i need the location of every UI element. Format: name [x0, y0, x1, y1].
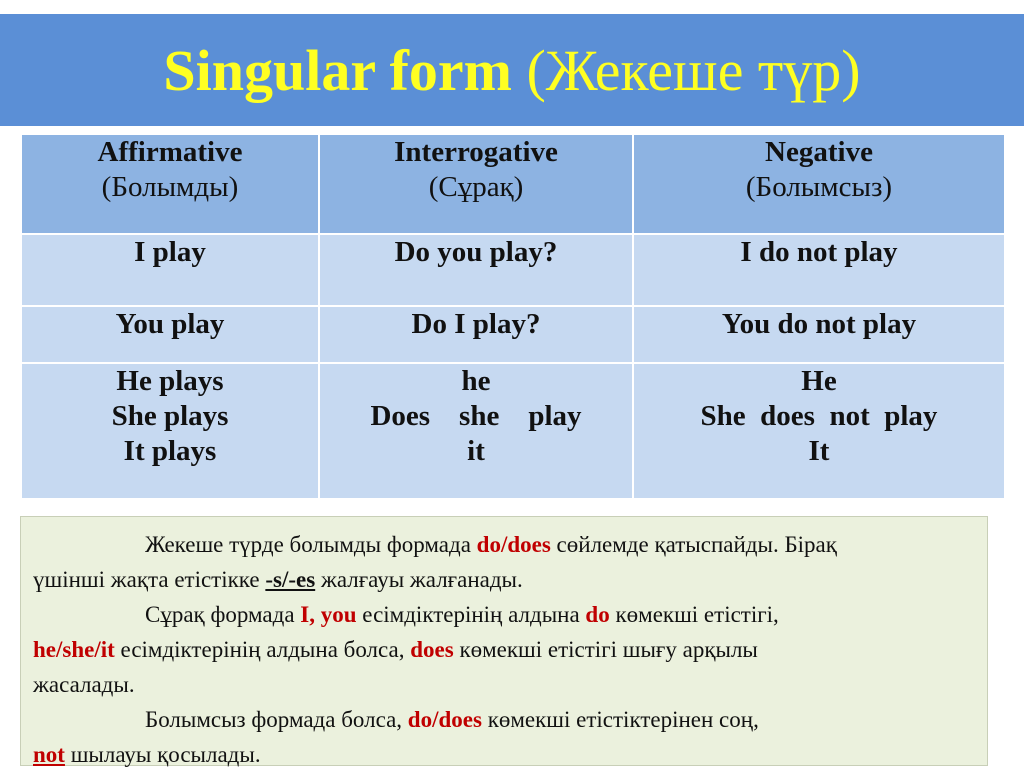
note-highlight: do [585, 602, 610, 627]
header-affirmative [21, 134, 319, 234]
note-text: Жекеше түрде болымды формада [145, 532, 477, 557]
note-highlight: do/does [476, 532, 551, 557]
header-interrogative-en: Interrogative [394, 136, 558, 168]
note-highlight: he/she/it [33, 637, 115, 662]
table-cell: I play [21, 234, 319, 306]
title-english: Singular form [163, 37, 512, 103]
note-line [33, 702, 975, 737]
note-text: көмекші етістігі, [609, 602, 779, 627]
note-highlight: I, you [300, 602, 357, 627]
note-line [33, 527, 975, 562]
note-highlight: do/does [407, 707, 482, 732]
table-cell: Do I play? [319, 306, 633, 363]
note-text: Сұрақ формада [145, 602, 301, 627]
cell-line: She does not play [700, 399, 938, 432]
note-text: үшінші жақта етістікке [33, 567, 266, 592]
table-cell-third-person-interrogative [319, 363, 633, 499]
header-affirmative-kk: (Болымды) [101, 170, 239, 203]
header-row [21, 134, 1005, 234]
note-text: есімдіктерінің алдына болса, [114, 637, 411, 662]
title-kazakh: (Жекеше түр) [526, 37, 861, 103]
note-text: шылауы қосылады. [64, 742, 261, 767]
cell-line: It [808, 434, 830, 467]
header-interrogative-kk: (Сұрақ) [428, 170, 524, 203]
cell-line: it [467, 434, 485, 467]
header-negative [633, 134, 1005, 234]
note-line [33, 597, 975, 632]
note-line [33, 737, 975, 772]
note-text: жалғауы жалғанады. [315, 567, 523, 592]
table-cell: You play [21, 306, 319, 363]
cell-line: he [461, 365, 491, 397]
note-text: көмекші етістіктерінен соң, [481, 707, 759, 732]
table-cell: You do not play [633, 306, 1005, 363]
table-cell: Do you play? [319, 234, 633, 306]
note-text: Болымсыз формада болса, [145, 707, 408, 732]
note-text: сөйлемде қатыспайды. Бірақ [550, 532, 837, 557]
cell-line: He plays [116, 365, 224, 397]
header-interrogative [319, 134, 633, 234]
table-row [21, 306, 1005, 363]
cell-line: It plays [123, 434, 217, 467]
header-negative-en: Negative [765, 136, 873, 168]
table-cell-third-person-negative [633, 363, 1005, 499]
cell-line: She plays [111, 399, 229, 432]
note-line [33, 562, 975, 597]
cell-line: Does she play [370, 399, 582, 432]
table-row [21, 363, 1005, 499]
note-text: есімдіктерінің алдына [356, 602, 586, 627]
note-highlight-underlined: not [33, 742, 65, 767]
header-affirmative-en: Affirmative [97, 136, 243, 168]
note-text: көмекші етістігі шығу арқылы [453, 637, 758, 662]
explanation-note [20, 516, 988, 766]
table-cell-third-person-affirmative [21, 363, 319, 499]
table-cell: I do not play [633, 234, 1005, 306]
slide-title [163, 37, 860, 104]
note-underlined: -s/-es [265, 567, 316, 592]
note-line [33, 667, 975, 702]
header-negative-kk: (Болымсыз) [745, 170, 893, 203]
note-line [33, 632, 975, 667]
cell-line: He [801, 365, 837, 397]
note-highlight: does [410, 637, 454, 662]
table-row [21, 234, 1005, 306]
title-bar [0, 14, 1024, 126]
note-text: жасалады. [33, 672, 135, 697]
conjugation-table [20, 133, 1006, 500]
